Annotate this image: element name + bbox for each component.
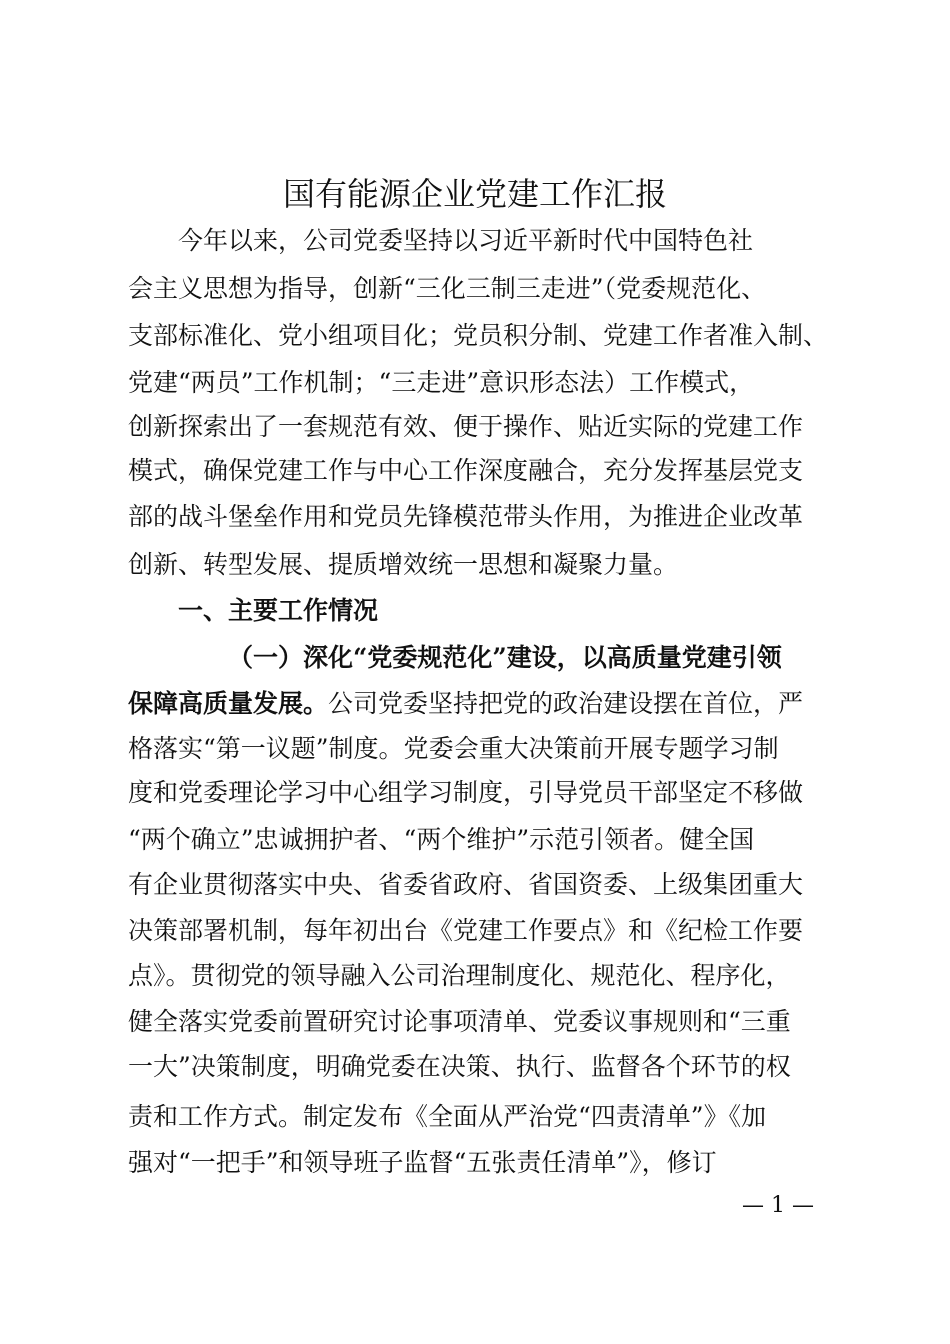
intro-line-6: 模式，确保党建工作与中心工作深度融合，充分发挥基层党支 xyxy=(128,456,804,485)
subsection-line-9: 一大”决策制度，明确党委在决策、执行、监督各个环节的权 xyxy=(128,1052,791,1081)
subsection-line-11: 强对“一把手”和领导班子监督“五张责任清单”》，修订 xyxy=(128,1148,717,1177)
subsection-line-4: “两个确立”忠诚拥护者、“两个维护”示范引领者。健全国 xyxy=(128,825,755,854)
subsection-line-6: 决策部署机制，每年初出台《党建工作要点》和《纪检工作要 xyxy=(128,916,804,945)
page-number: — 1 — xyxy=(742,1193,814,1218)
subsection-text-start: 公司党委坚持把党的政治建设摆在首位，严 xyxy=(328,689,804,718)
subsection-line-3: 度和党委理论学习中心组学习制度，引导党员干部坚定不移做 xyxy=(128,778,804,807)
intro-line-1: 今年以来，公司党委坚持以习近平新时代中国特色社 xyxy=(178,226,754,255)
subsection-heading-tail: 保障高质量发展。 xyxy=(128,689,329,718)
intro-line-5: 创新探索出了一套规范有效、便于操作、贴近实际的党建工作 xyxy=(128,412,804,441)
intro-line-4: 党建“两员”工作机制；“三走进”意识形态法）工作模式， xyxy=(128,368,755,397)
subsection-line-5: 有企业贯彻落实中央、省委省政府、省国资委、上级集团重大 xyxy=(128,870,804,899)
subsection-line-1 xyxy=(128,681,828,727)
intro-line-8: 创新、转型发展、提质增效统一思想和凝聚力量。 xyxy=(128,550,679,579)
subsection-line-7: 点》。贯彻党的领导融入公司治理制度化、规范化、程序化， xyxy=(128,961,791,990)
intro-line-3: 支部标准化、党小组项目化；党员积分制、党建工作者准入制、 xyxy=(128,321,829,350)
intro-line-2: 会主义思想为指导，创新“三化三制三走进”（党委规范化、 xyxy=(128,274,767,303)
subsection-line-8: 健全落实党委前置研究讨论事项清单、党委议事规则和“三重 xyxy=(128,1007,791,1036)
intro-line-7: 部的战斗堡垒作用和党员先锋模范带头作用，为推进企业改革 xyxy=(128,502,804,531)
document-title: 国有能源企业党建工作汇报 xyxy=(282,175,667,213)
subsection-line-10: 责和工作方式。制定发布《全面从严治党“四责清单”》《加 xyxy=(128,1102,767,1131)
section-heading-1: 一、主要工作情况 xyxy=(178,596,379,625)
subsection-heading-1: （一）深化“党委规范化”建设，以高质量党建引领 xyxy=(228,643,782,672)
subsection-line-2: 格落实“第一议题”制度。党委会重大决策前开展专题学习制 xyxy=(128,734,779,763)
